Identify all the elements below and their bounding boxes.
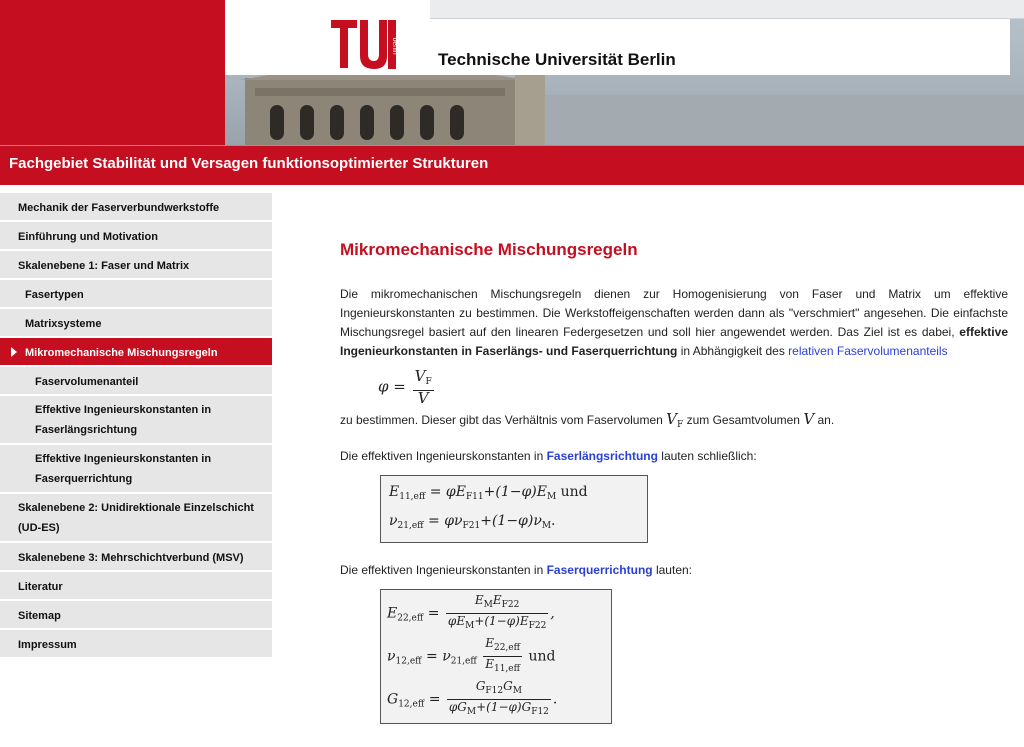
ratio-text-2: zum Gesamtvolumen [686,413,800,427]
quer-formula-box [380,589,612,724]
quer-post: lauten: [655,563,692,577]
header-red-panel [0,0,225,145]
nav-item-label: Skalenebene 1: Faser und Matrix [18,260,190,272]
department-banner [0,145,1024,185]
intro-paragraph [340,285,1008,361]
nav-item-label: Literatur [18,581,63,593]
nav-item-label: Skalenebene 2: Unidirektionale Einzelschicht (UD-ES) [18,502,254,534]
nav-item-skalenebene-2[interactable] [0,494,272,543]
nu12-formula: $\nu_{12,eff} = \nu_{21,eff}$ $\frac{E_{22,eff}}{E_{11,eff}}$ und [387,636,556,674]
intro-text-2: in Abhängigkeit des [680,344,785,358]
nav-item-label: Skalenebene 3: Mehrschichtverbund (MSV) [18,552,244,564]
phi-formula [378,369,1008,406]
page-title: Mikromechanische Mischungsregeln [340,240,638,259]
nav-item-faservolumenanteil[interactable] [0,367,272,396]
e11-formula: $E_{11,eff} = \varphi E_{F11}+(1-\varphi)E_M$ und [389,484,588,502]
vf-sub: F [677,420,684,430]
university-name: Technische Universität Berlin [438,50,676,69]
nav-item-skalenebene-3[interactable] [0,543,272,572]
nav-item-impressum[interactable] [0,630,272,659]
phi-den: V [417,389,429,407]
tu-logo-icon[interactable] [327,16,398,73]
nav-item-literatur[interactable] [0,572,272,601]
ratio-sentence [340,410,1008,435]
department-title: Fachgebiet Stabilität und Versagen funktionsoptimierter Strukturen [9,155,489,172]
e22-formula: $E_{22,eff}$ = $\frac{E_ME_{F22}}{\varphi E_M+(1-\varphi)E_{F22}}$ , [387,593,555,631]
nav-item-label: Effektive Ingenieurskonstanten in Faserlängsrichtung [35,404,212,436]
nav-item-label: Einführung und Motivation [18,231,158,243]
nav-item-skalenebene-1[interactable] [0,251,272,280]
logo-berlin-text: berlin [391,37,398,55]
vf-symbol: V [666,410,677,428]
sidebar-nav [0,193,272,659]
laengs-intro [340,447,1008,466]
nav-item-fasertypen[interactable] [0,280,272,309]
nu21-formula: $\nu_{21,eff} = \varphi\nu_{F21}+(1-\varphi)\nu_M$. [389,513,556,531]
nav-item-konstanten-quer[interactable] [0,445,272,494]
intro-bold-text: effektive Ingenieurkonstanten in Faserlängs- und Faserquerrichtung [340,325,1008,358]
faserlaengsrichtung-link[interactable]: Faserlängsrichtung [546,449,658,463]
ratio-text-1: zu bestimmen. Dieser gibt das Verhältnis vom Faservolumen [340,413,663,427]
nav-item-label: Effektive Ingenieurskonstanten in Faserquerrichtung [35,453,212,485]
nav-item-label: Matrixsysteme [25,318,102,330]
nav-item-label: Mechanik der Faserverbundwerkstoffe [18,202,220,214]
main-content [340,230,1008,724]
relative-faservolumenanteil-link[interactable]: relativen Faservolumenanteils [788,344,948,358]
nav-item-konstanten-laengs[interactable] [0,396,272,445]
laengs-formula-box [380,475,648,543]
nav-item-einfuehrung[interactable] [0,222,272,251]
ratio-text-3: an. [817,413,835,427]
laengs-post: lauten schließlich: [661,449,757,463]
quer-pre: Die effektiven Ingenieurskonstanten in [340,563,544,577]
nav-item-label: Faservolumenanteil [35,376,139,388]
phi-num-sub: F [425,377,432,387]
header-top-stripe [430,0,1024,19]
active-arrow-icon [11,347,17,357]
nav-item-sitemap[interactable] [0,601,272,630]
site-header [0,0,1024,185]
nav-item-label: Mikromechanische Mischungsregeln [25,347,218,359]
nav-item-label: Fasertypen [25,289,84,301]
nav-item-matrixsysteme[interactable] [0,309,272,338]
phi-lhs: φ = [378,377,406,396]
quer-intro [340,561,1008,580]
intro-text-1: Die mikromechanischen Mischungsregeln dienen zur Homogenisierung von Faser und Matrix um effektive Ingenieurskonstanten zu bestimmen. Die Werkstoffeigenschaften werden dann als "verschmiert" angesehen. Die einfachste Mischungsregel basiert auf den linearen Federgesetzen und soll hier angewendet werden. Das Ziel ist es dabei, [340,287,1008,339]
nav-item-mechanik[interactable] [0,193,272,222]
nav-item-label: Impressum [18,639,77,651]
laengs-pre: Die effektiven Ingenieurskonstanten in [340,449,544,463]
nav-item-mischungsregeln[interactable] [0,338,272,367]
faserquerrichtung-link[interactable]: Faserquerrichtung [546,563,653,577]
g12-formula: $G_{12,eff}$ = $\frac{G_{F12}G_M}{\varphi G_M+(1-\varphi)G_{F12}}$ . [387,679,558,717]
v-symbol: V [803,410,815,428]
phi-fraction [413,369,434,406]
phi-num: V [414,367,426,385]
nav-item-label: Sitemap [18,610,61,622]
